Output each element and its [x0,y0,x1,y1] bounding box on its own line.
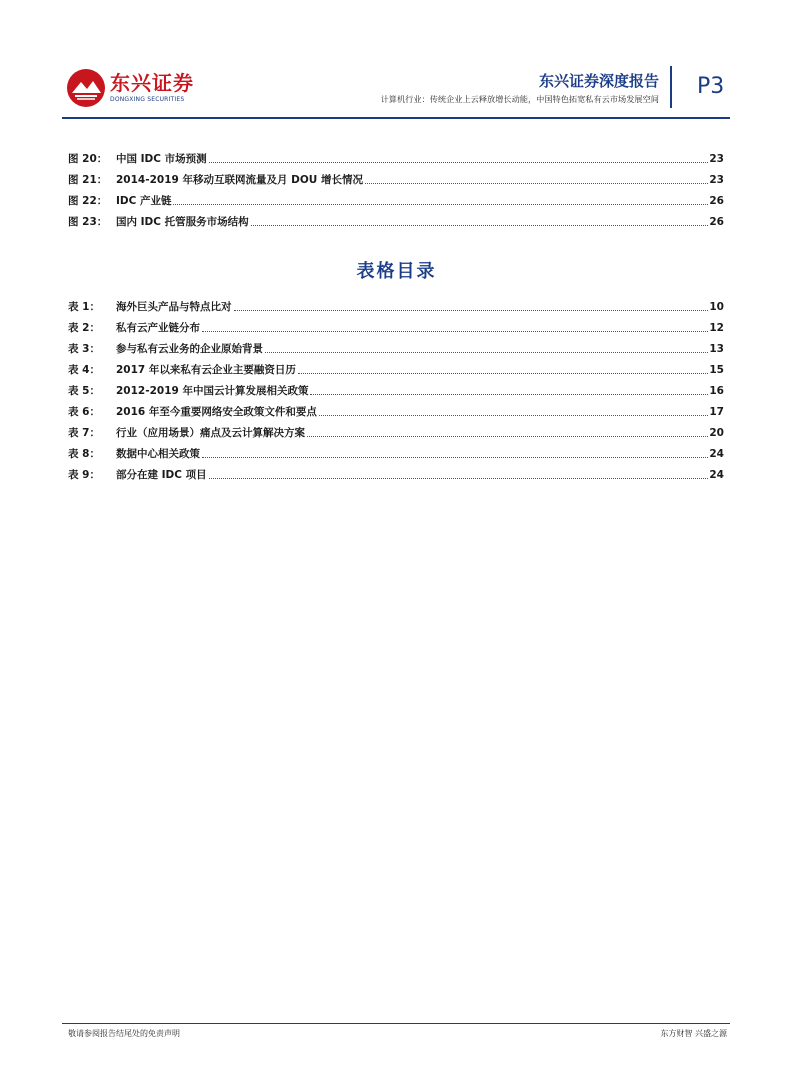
toc-leader [173,203,708,205]
toc-title: 中国 IDC 市场预测 [116,153,207,165]
footer-disclaimer: 敬请参阅报告结尾处的免责声明 [68,1029,180,1038]
footer-rule [62,1023,730,1024]
toc-title: 2012-2019 年中国云计算发展相关政策 [116,385,309,397]
toc-page: 24 [709,469,724,481]
figure-list [68,145,724,229]
toc-label: 表 1： [68,301,100,313]
toc-title: 参与私有云业务的企业原始背景 [116,343,263,355]
toc-title: 2017 年以来私有云企业主要融资日历 [116,364,296,376]
toc-label: 表 3： [68,343,100,355]
toc-page: 24 [709,448,724,460]
toc-row-table[interactable] [68,377,724,398]
toc-page: 15 [709,364,724,376]
toc-title: 行业（应用场景）痛点及云计算解决方案 [116,427,305,439]
toc-row-figure[interactable] [68,145,724,166]
toc-label: 表 6： [68,406,100,418]
toc-row-figure[interactable] [68,166,724,187]
toc-label: 图 20： [68,153,108,165]
toc-page: 12 [709,322,724,334]
toc-page: 13 [709,343,724,355]
toc-title: 海外巨头产品与特点比对 [116,301,232,313]
footer-slogan: 东方财智 兴盛之源 [660,1029,727,1038]
toc-page: 26 [709,216,724,228]
toc-title: 私有云产业链分布 [116,322,200,334]
toc-label: 表 5： [68,385,100,397]
header-rule [62,117,730,119]
toc-label: 图 22： [68,195,108,207]
report-type: 东兴证券深度报告 [538,72,659,90]
toc-row-table[interactable] [68,398,724,419]
header-divider [670,66,672,108]
toc-row-table[interactable] [68,314,724,335]
toc-leader [234,309,709,311]
brand-name-en: DONGXING SECURITIES [110,96,185,103]
toc-leader [209,477,709,479]
toc-page: 26 [709,195,724,207]
toc-leader [209,161,709,163]
toc-title: 2014-2019 年移动互联网流量及月 DOU 增长情况 [116,174,363,186]
page-number: P3 [697,74,725,99]
report-subtitle: 计算机行业：传统企业上云释放增长动能，中国特色拓宽私有云市场发展空间 [380,94,659,104]
toc-label: 图 23： [68,216,108,228]
table-list [68,293,724,482]
dongxing-logo-icon [66,68,106,108]
toc-page: 23 [709,153,724,165]
toc-leader [365,182,708,184]
toc-row-table[interactable] [68,293,724,314]
toc-label: 表 7： [68,427,100,439]
toc-title: 2016 年至今重要网络安全政策文件和要点 [116,406,317,418]
toc-leader [251,224,709,226]
toc-row-figure[interactable] [68,187,724,208]
toc-row-table[interactable] [68,440,724,461]
toc-label: 表 8： [68,448,100,460]
toc-row-table[interactable] [68,356,724,377]
toc-title: 部分在建 IDC 项目 [116,469,207,481]
toc-label: 图 21： [68,174,108,186]
toc-title: 国内 IDC 托管服务市场结构 [116,216,249,228]
toc-page: 16 [709,385,724,397]
toc-row-table[interactable] [68,461,724,482]
toc-label: 表 4： [68,364,100,376]
toc-leader [319,414,708,416]
toc-leader [298,372,708,374]
toc-page: 10 [709,301,724,313]
toc-leader [307,435,708,437]
toc-page: 17 [709,406,724,418]
toc-leader [202,456,708,458]
toc-leader [310,393,708,395]
toc-leader [265,351,708,353]
toc-title: IDC 产业链 [116,195,172,207]
toc-title: 数据中心相关政策 [116,448,200,460]
toc-row-figure[interactable] [68,208,724,229]
toc-row-table[interactable] [68,419,724,440]
toc-label: 表 9： [68,469,100,481]
toc-page: 23 [709,174,724,186]
tables-toc-heading: 表格目录 [356,261,437,282]
brand-name-cn: 东兴证券 [110,71,194,95]
toc-page: 20 [709,427,724,439]
toc-leader [202,330,708,332]
toc-label: 表 2： [68,322,100,334]
toc-row-table[interactable] [68,335,724,356]
